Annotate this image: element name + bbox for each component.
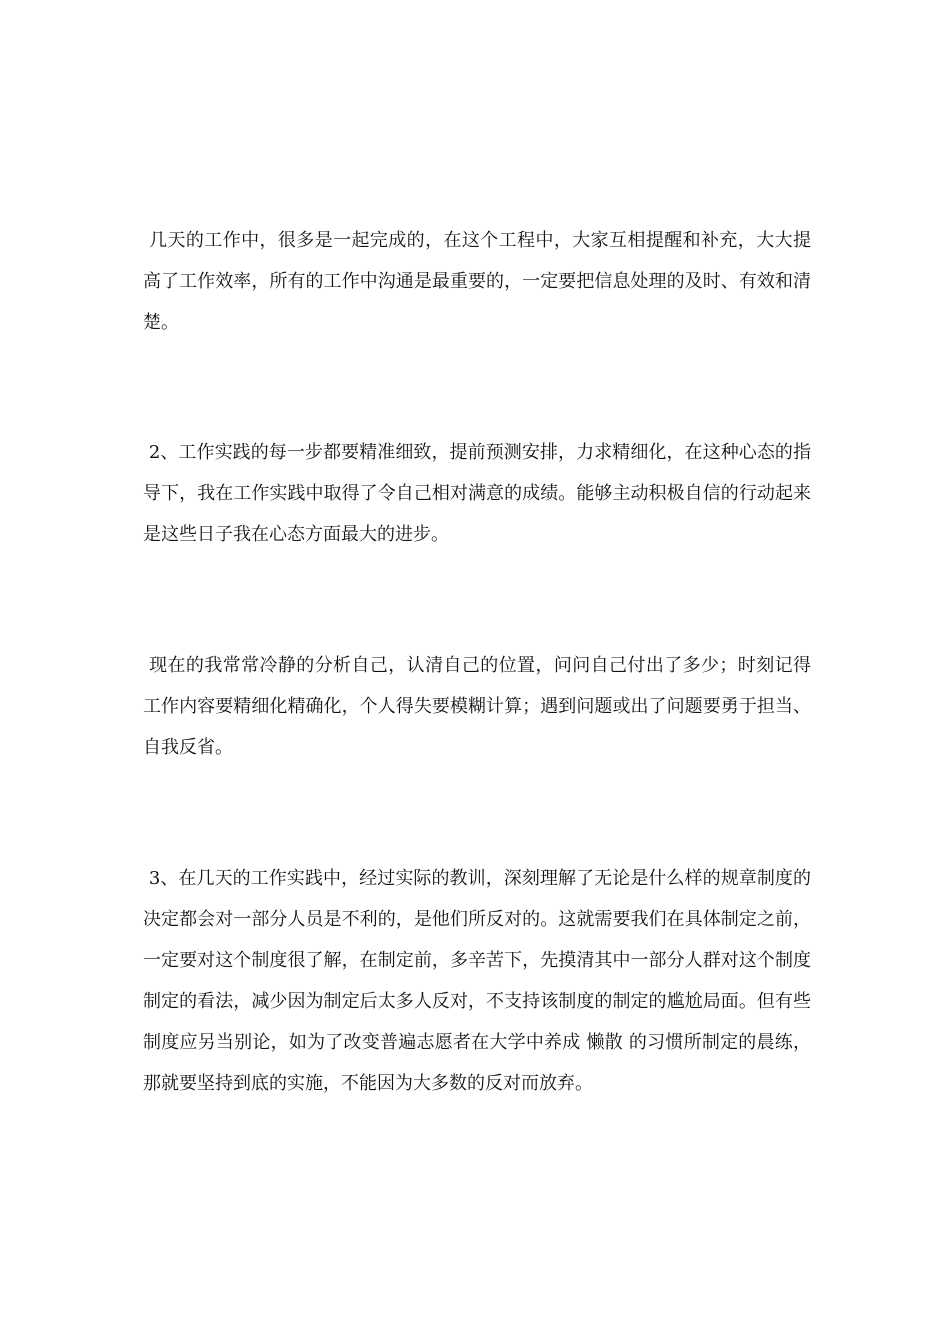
- paragraph-2: 2、工作实践的每一步都要精准细致，提前预测安排，力求精细化，在这种心态的指导下，我在工作实践中取得了令自己相对满意的成绩。能够主动积极自信的行动起来是这些日子我在心态方面最大的进步。: [143, 442, 811, 545]
- paragraph-4: 3、在几天的工作实践中，经过实际的教训，深刻理解了无论是什么样的规章制度的决定都会对一部分人员是不利的，是他们所反对的。这就需要我们在具体制定之前，一定要对这个制度很了解，在制定前，多辛苦下，先摸清其中一部分人群对这个制度制定的看法，减少因为制定后太多人反对，不支持该制度的制定的尴尬局面。但有些制度应另当别论，如为了改变普遍志愿者在大学中养成 懒散 的习惯所制定的晨练，那就要坚持到底的实施，不能因为大多数的反对而放弃。: [143, 868, 811, 1094]
- paragraph-3: 现在的我常常冷静的分析自己，认清自己的位置，问问自己付出了多少；时刻记得工作内容要精细化精确化，个人得失要模糊计算；遇到问题或出了问题要勇于担当、自我反省。: [143, 655, 811, 758]
- paragraph-1: 几天的工作中，很多是一起完成的，在这个工程中，大家互相提醒和补充，大大提高了工作效率，所有的工作中沟通是最重要的，一定要把信息处理的及时、有效和清楚。: [143, 230, 811, 333]
